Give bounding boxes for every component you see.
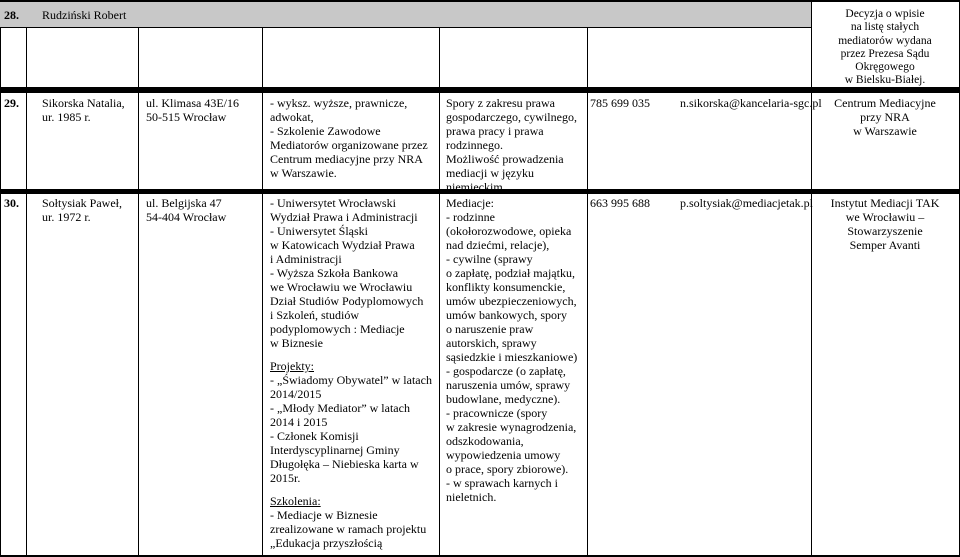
trainings-label: Szkolenia:	[270, 494, 321, 508]
registry-remark: Decyzja o wpisie na listę stałych mediatorów wydana przez Prezesa Sądu Okręgowego w Bielsku-Białej.	[838, 8, 932, 87]
projects-list: - „Świadomy Obywatel” w latach 2014/2015 - „Młody Mediator” w latach 2014 i 2015 - Członek Komisji Interdyscyplinarnej Gminy Długołęka – Niebieska karta w 2015r.	[270, 373, 432, 485]
mediator-address: ul. Belgijska 47 54-404 Wrocław	[146, 196, 227, 224]
column-divider	[262, 0, 263, 557]
column-divider	[26, 0, 27, 557]
email-link[interactable]: n.sikorska@kancelaria-sgc.pl	[680, 96, 822, 110]
mediation-institution: Centrum Mediacyjne przy NRA w Warszawie	[834, 96, 936, 138]
mediator-name: Sołtysiak Paweł, ur. 1972 r.	[42, 196, 122, 224]
projects-label: Projekty:	[270, 359, 314, 373]
row-divider	[0, 87, 960, 93]
education-list: - Uniwersytet Wrocławski Wydział Prawa i Administracji - Uniwersytet Śląski w Katowicach Wydział Prawa i Administracji - Wyższa Szkoła Bankowa we Wrocławiu we Wrocławiu Dział Studiów Podyplomowych i Szkoleń, studiów podyplomowych : Mediacje w Biznesie	[270, 196, 424, 350]
mediator-education	[270, 196, 438, 550]
mediation-scope: Mediacje: - rodzinne (okołorozwodowe, opieka nad dziećmi, relacje), - cywilne (sprawy o zapłatę, podział majątku, konflikty konsumenckie, umów ubezpieczeniowych, umów bankowych, spory o naruszenie praw autorskich, sprawy sąsiedzkie i mieszkaniowe) - gospodarcze (o zapłatę, naruszenia umów, sprawy budowlane, medyczne). - pracownicze (spory w zakresie wynagrodzenia, odszkodowania, wypowiedzenia umowy o prace, spory zbiorowe). - w sprawach karnych i nieletnich.	[446, 196, 578, 504]
mediation-scope: Spory z zakresu prawa gospodarczego, cywilnego, prawa pracy i prawa rodzinnego. Możliwość prowadzenia mediacji w języku niemieckim.	[446, 96, 577, 194]
mediator-education: - wyksz. wyższe, prawnicze, adwokat, - Szkolenie Zawodowe Mediatorów organizowane przez Centrum mediacyjne przy NRA w Warszawie.	[270, 96, 428, 180]
column-divider	[138, 0, 139, 557]
row-divider	[0, 27, 811, 28]
email-link[interactable]: p.soltysiak@mediacjetak.pl	[680, 196, 814, 210]
row-number: 28.	[4, 8, 19, 22]
phone-number: 785 699 035	[590, 96, 650, 110]
row-number: 30.	[4, 196, 19, 210]
table-border-left	[0, 0, 1, 557]
row-number: 29.	[4, 96, 19, 110]
column-divider	[439, 0, 440, 557]
mediator-address: ul. Klimasa 43E/16 50-515 Wrocław	[146, 96, 239, 124]
mediator-name: Sikorska Natalia, ur. 1985 r.	[42, 96, 125, 124]
mediation-institution: Instytut Mediacji TAK we Wrocławiu – Stowarzyszenie Semper Avanti	[830, 196, 940, 252]
mediator-name: Rudziński Robert	[42, 8, 127, 22]
column-divider	[587, 0, 588, 557]
phone-number: 663 995 688	[590, 196, 650, 210]
trainings-list: - Mediacje w Biznesie zrealizowane w ramach projektu „Edukacja przyszłością	[270, 508, 427, 550]
